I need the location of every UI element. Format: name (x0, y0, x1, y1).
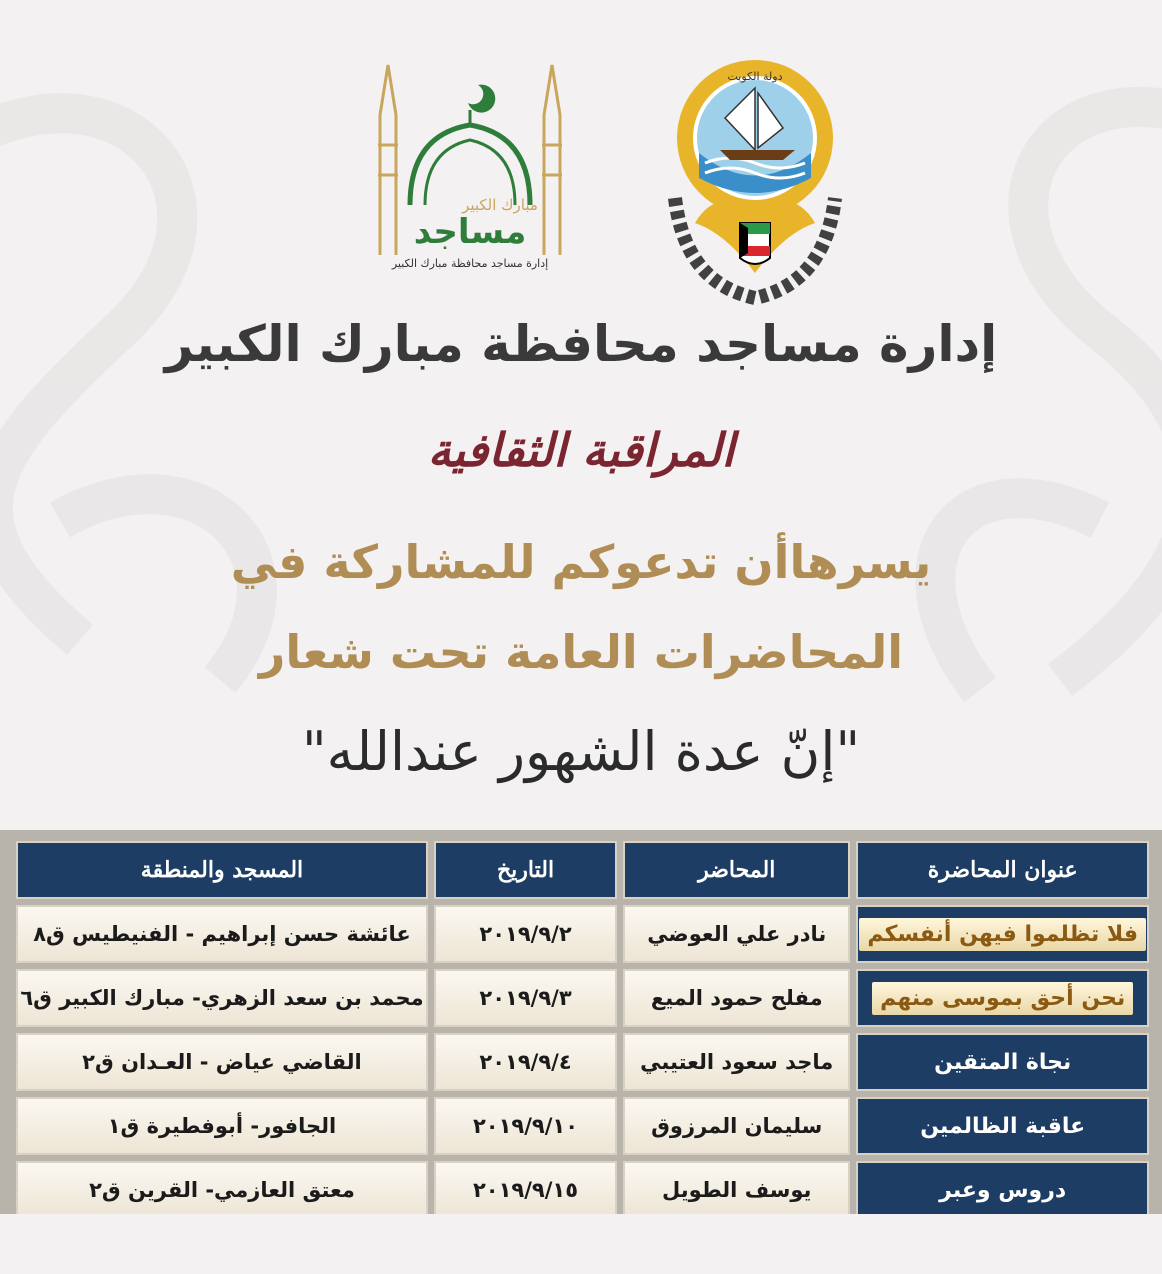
topic-cell (856, 969, 1149, 1027)
lecturer-cell: يوسف الطويل (623, 1161, 850, 1219)
topic-text: دروس وعبر (939, 1177, 1067, 1203)
mosque-cell: الجافور- أبوفطيرة ق١ (16, 1097, 428, 1155)
masajid-word-text: مساجد (413, 212, 527, 252)
masajid-caption-text: إدارة مساجد محافظة مبارك الكبير (391, 257, 549, 270)
topic-text: نجاة المتقين (934, 1049, 1072, 1075)
header-topic: عنوان المحاضرة (856, 841, 1149, 899)
bottom-margin (0, 1214, 1162, 1274)
page-title: إدارة مساجد محافظة مبارك الكبير (164, 315, 998, 373)
topic-cell (856, 905, 1149, 963)
date-cell: ٢٠١٩/٩/١٠ (434, 1097, 617, 1155)
table-row (16, 1097, 1149, 1155)
date-cell: ٢٠١٩/٩/٤ (434, 1033, 617, 1091)
mosque-cell: معتق العازمي- القرين ق٢ (16, 1161, 428, 1219)
date-cell: ٢٠١٩/٩/١٥ (434, 1161, 617, 1219)
lecture-schedule (0, 830, 1162, 1214)
topic-cell (856, 1033, 1149, 1091)
header-date: التاريخ (434, 841, 617, 899)
ministry-emblem (655, 58, 855, 308)
table-row (16, 905, 1149, 963)
date-cell: ٢٠١٩/٩/٢ (434, 905, 617, 963)
lecturer-cell: مفلح حمود الميع (623, 969, 850, 1027)
mosque-cell: عائشة حسن إبراهيم - الفنيطيس ق٨ (16, 905, 428, 963)
invitation-line-1: يسرهاأن تدعوكم للمشاركة في (230, 535, 932, 589)
topic-text: نحن أحق بموسى منهم (872, 982, 1133, 1015)
table-row (16, 969, 1149, 1027)
table-header-row (16, 841, 1149, 899)
state-name-text: دولة الكويت (727, 70, 783, 83)
slogan: "إنّ عدة الشهور عندالله" (301, 720, 861, 783)
department-subtitle: المراقبة الثقافية (427, 423, 735, 477)
lecturer-cell: ماجد سعود العتيبي (623, 1033, 850, 1091)
date-cell: ٢٠١٩/٩/٣ (434, 969, 617, 1027)
mosque-cell: محمد بن سعد الزهري- مبارك الكبير ق٦ (16, 969, 428, 1027)
mosque-cell: القاضي عياض - العـدان ق٢ (16, 1033, 428, 1091)
topic-cell (856, 1161, 1149, 1219)
invitation-line-2: المحاضرات العامة تحت شعار (258, 625, 904, 679)
lecturer-cell: نادر علي العوضي (623, 905, 850, 963)
header-mosque: المسجد والمنطقة (16, 841, 428, 899)
masajid-region-text: مبارك الكبير (462, 196, 538, 214)
table-row (16, 1161, 1149, 1219)
masajid-logo (360, 55, 580, 275)
header-lecturer: المحاضر (623, 841, 850, 899)
table-row (16, 1033, 1149, 1091)
topic-text: فلا تظلموا فيهن أنفسكم (859, 918, 1146, 951)
topic-text: عاقبة الظالمين (920, 1113, 1086, 1139)
lecturer-cell: سليمان المرزوق (623, 1097, 850, 1155)
topic-cell (856, 1097, 1149, 1155)
schedule-table (10, 835, 1155, 1225)
